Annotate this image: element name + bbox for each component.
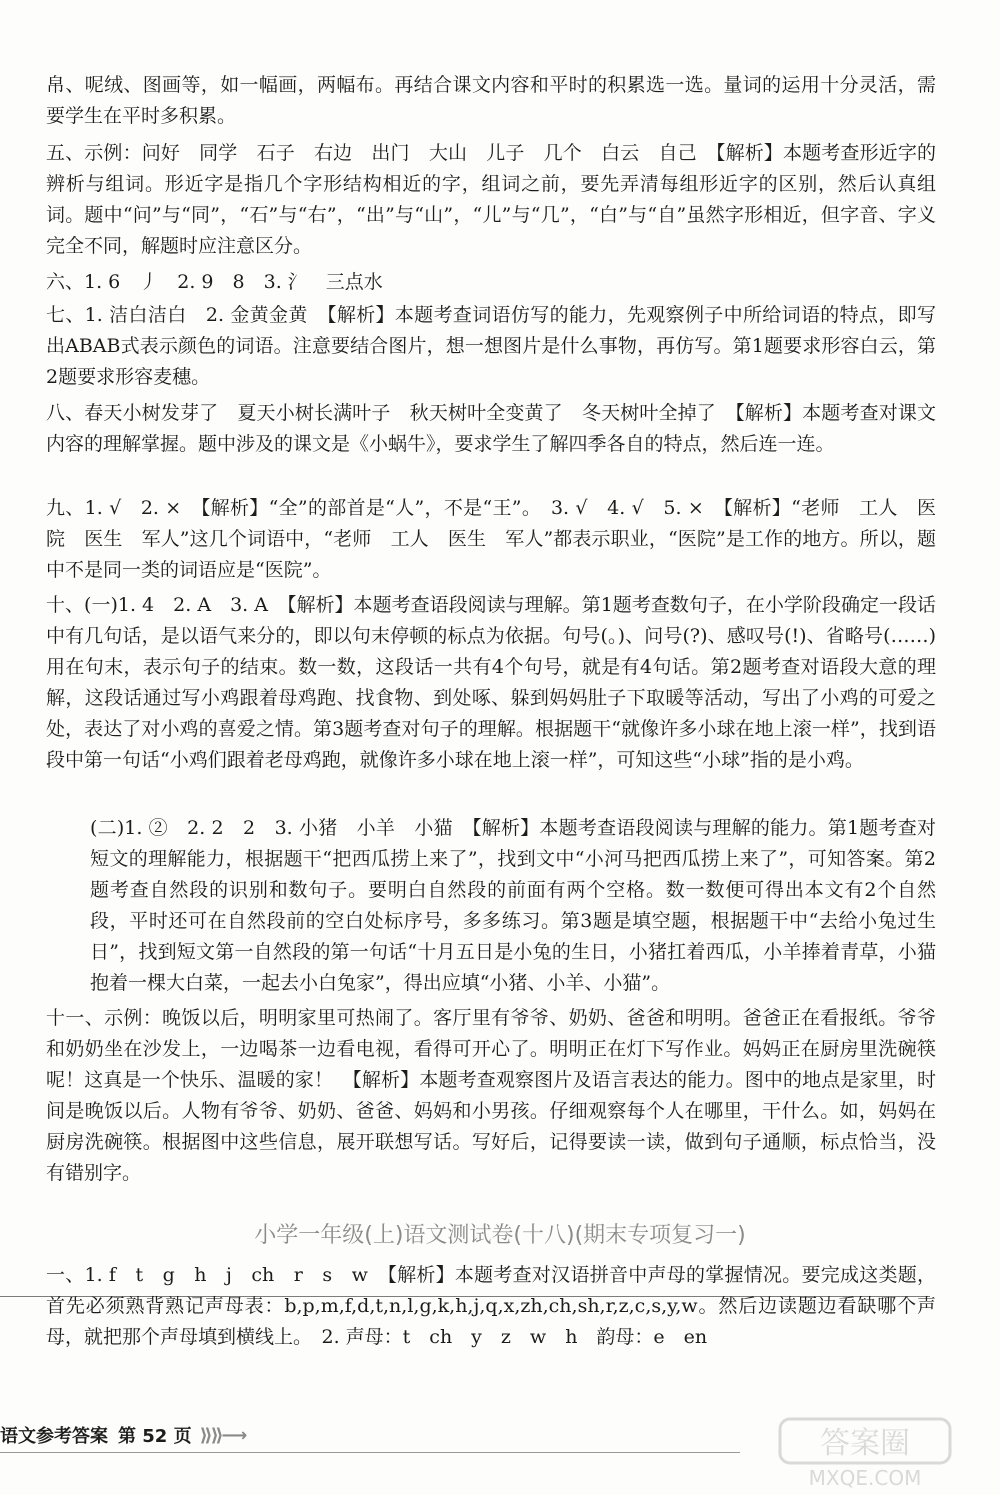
paragraph-10: 十、(一)1. 4 2. A 3. A 【解析】本题考查语段阅读与理解。第1题考查数句子，在小学阶段确定一段话中有几句话，是以语气来分的，即以句末停顿的标点为依据。句号(。)、问号(?)、感叹号(!)、省略号(……)用在句末，表示句子的结束。数一数，这段话一共有4个句号，就是有4句话。第2题考查对语段大意的理解，这段话通过写小鸡跟着母鸡跑、找食物、到处啄、躲到妈妈肚子下取暖等活动，写出了小鸡的可爱之处，表达了对小鸡的喜爱之情。第3题考查对句子的理解。根据题干“就像许多小球在地上滚一样”，找到语段中第一句话“小鸡们跟着老母鸡跑，就像许多小球在地上滚一样”，可知这些“小球”指的是小鸡。: [46, 594, 936, 771]
footer-rule: [0, 1452, 740, 1453]
page-number: 第 52 页: [118, 1426, 192, 1447]
paragraph-intro: 帛、呢绒、图画等，如一幅画，两幅布。再结合课文内容和平时的积累选一选。量词的运用十分灵活，需要学生在平时多积累。: [46, 74, 936, 127]
paragraph-7: 七、1. 洁白洁白 2. 金黄金黄 【解析】本题考查词语仿写的能力，先观察例子中所给词语的特点，即写出ABAB式表示颜色的词语。注意要结合图片，想一想图片是什么事物，再仿写。第1题要求形容白云，第2题要求形容麦穗。: [46, 304, 936, 388]
paragraph-9: 九、1. √ 2. × 【解析】“全”的部首是“人”，不是“王”。 3. √ 4. √ 5. × 【解析】“老师 工人 医院 医生 军人”这几个词语中，“老师 工人 医生 军人”都表示职业，“医院”是工作的地方。所以，题中不是同一类的词语应是“医院”。: [46, 497, 936, 581]
svg-text:答案圈: 答案圈: [820, 1426, 910, 1461]
paragraph-6: 六、1. 6 丿 2. 9 8 3. 氵 三点水: [46, 271, 383, 293]
paragraph-new-1: 一、1. f t g h j ch r s w 【解析】本题考查对汉语拼音中声母的掌握情况。要完成这类题，首先必须熟背熟记声母表：b,p,m,f,d,t,n,l,g,k,h,j,q,x,zh,ch,sh,r,z,c,s,y,w。然后边读题边看缺哪个声母，就把那个声母填到横线上。 2. 声母：t ch y z w h 韵母：e en: [46, 1264, 936, 1348]
paragraph-8: 八、春天小树发芽了 夏天小树长满叶子 秋天树叶全变黄了 冬天树叶全掉了 【解析】本题考查对课文内容的理解掌握。题中涉及的课文是《小蜗牛》，要求学生了解四季各自的特点，然后连一连。: [46, 402, 936, 455]
page-footer: [0, 1420, 245, 1450]
arrow-icon: ⟫⟫⟶: [199, 1424, 246, 1446]
paragraph-5: 五、示例：问好 同学 石子 右边 出门 大山 儿子 几个 白云 自己 【解析】本题考查形近字的辨析与组词。形近字是指几个字形结构相近的字，组词之前，要先弄清每组形近字的区别，然后认真组词。题中“问”与“同”，“石”与“右”，“出”与“山”，“儿”与“几”，“白”与“自”虽然字形相近，但字音、字义完全不同，解题时应注意区分。: [46, 142, 936, 257]
watermark-logo: [770, 1411, 960, 1491]
paragraph-10-part2: (二)1. ② 2. 2 2 3. 小猪 小羊 小猫 【解析】本题考查语段阅读与理解的能力。第1题考查对短文的理解能力，根据题干“把西瓜捞上来了”，找到文中“小河马把西瓜捞上来了”，可知答案。第2题考查自然段的识别和数句子。要明白自然段的前面有两个空格。数一数便可得出本文有2个自然段，平时还可在自然段前的空白处标序号，多多练习。第3题是填空题，根据题干中“去给小兔过生日”，找到短文第一自然段的第一句话“十月五日是小兔的生日，小猪扛着西瓜，小羊捧着青草，小猫抱着一棵大白菜，一起去小白兔家”，得出应填“小猪、小羊、小猫”。: [90, 817, 936, 994]
footer-label: 语文参考答案: [0, 1426, 108, 1447]
section-title: 小学一年级(上)语文测试卷(十八)(期末专项复习一): [254, 1223, 746, 1248]
paragraph-11: 十一、示例：晚饭以后，明明家里可热闹了。客厅里有爷爷、奶奶、爸爸和明明。爸爸正在看报纸。爷爷和奶奶坐在沙发上，一边喝茶一边看电视，看得可开心了。明明正在灯下写作业。妈妈正在厨房里洗碗筷呢！这真是一个快乐、温暖的家！ 【解析】本题考查观察图片及语言表达的能力。图中的地点是家里，时间是晚饭以后。人物有爷爷、奶奶、爸爸、妈妈和小男孩。仔细观察每个人在哪里，干什么。如，妈妈在厨房洗碗筷。根据图中这些信息，展开联想写话。写好后，记得要读一读，做到句子通顺，标点恰当，没有错别字。: [46, 1007, 936, 1184]
svg-text:MXQE.COM: MXQE.COM: [808, 1466, 922, 1490]
